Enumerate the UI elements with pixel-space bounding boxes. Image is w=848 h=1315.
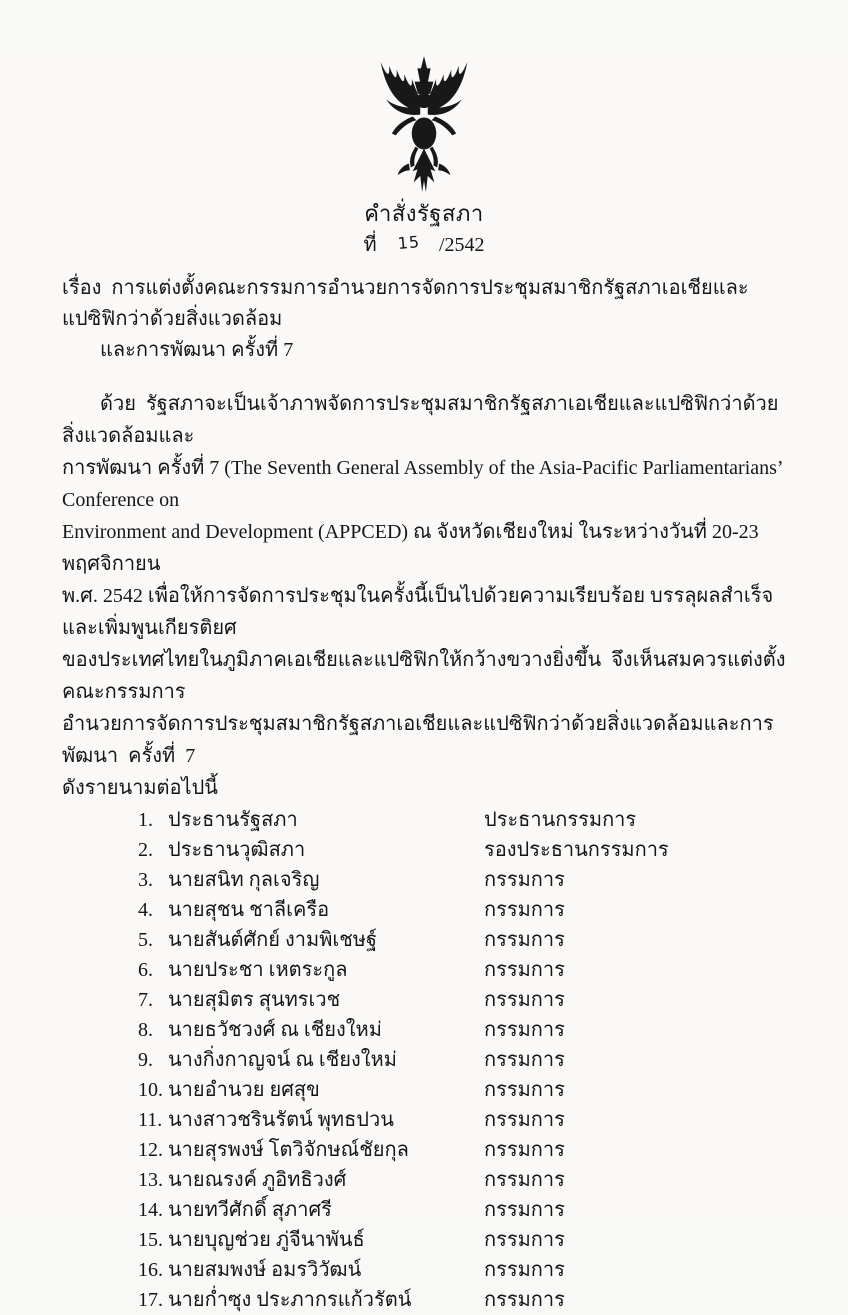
committee-number: 8. [138, 1019, 153, 1041]
committee-member-name: นายบุญช่วย ภู่จีนาพันธ์ [168, 1229, 365, 1251]
committee-member-role: กรรมการ [484, 989, 565, 1011]
committee-row [138, 865, 792, 895]
document-number-line [0, 230, 848, 261]
committee-member-role: กรรมการ [484, 1169, 565, 1191]
committee-row [138, 925, 792, 955]
committee-member-role: กรรมการ [484, 1259, 565, 1281]
subject-label: เรื่อง [62, 277, 102, 299]
committee-member-role: กรรมการ [484, 1199, 565, 1221]
committee-number: 7. [138, 989, 153, 1011]
committee-member-role: รองประธานกรรมการ [484, 839, 669, 861]
committee-member-role: กรรมการ [484, 1289, 565, 1311]
committee-member-role: กรรมการ [484, 959, 565, 981]
body-line: ของประเทศไทยในภูมิภาคเอเชียและแปซิฟิกให้กว้างขวางยิ่งขึ้น จึงเห็นสมควรแต่งตั้งคณะกรรมการ [62, 649, 786, 703]
body-line: อำนวยการจัดการประชุมสมาชิกรัฐสภาเอเชียและแปซิฟิกว่าด้วยสิ่งแวดล้อมและการพัฒนา ครั้งที่ 7 [62, 713, 774, 767]
committee-member-name: นายอำนวย ยศสุข [168, 1079, 320, 1101]
committee-row [138, 1135, 792, 1165]
committee-member-name: นายสุชน ชาลีเครือ [168, 899, 330, 921]
committee-number: 1. [138, 809, 153, 831]
committee-row [138, 805, 792, 835]
subject-block [62, 273, 792, 366]
committee-number: 12. [138, 1139, 163, 1161]
committee-member-name: ประธานรัฐสภา [168, 809, 298, 831]
committee-number: 10. [138, 1079, 163, 1101]
committee-row [138, 1165, 792, 1195]
committee-row [138, 985, 792, 1015]
body-line: การพัฒนา ครั้งที่ 7 (The Seventh General Assembly of the Asia-Pacific Parliamentarians’ Conference on [62, 457, 788, 511]
committee-member-role: กรรมการ [484, 929, 565, 951]
committee-number: 17. [138, 1289, 163, 1311]
number-prefix: ที่ [363, 234, 377, 256]
committee-member-role: ประธานกรรมการ [484, 809, 637, 831]
committee-number: 15. [138, 1229, 163, 1251]
document-title: คำสั่งรัฐสภา [364, 201, 484, 226]
committee-number: 2. [138, 839, 153, 861]
committee-member-name: นางกิ่งกาญจน์ ณ เชียงใหม่ [168, 1049, 397, 1071]
body-line: พ.ศ. 2542 เพื่อให้การจัดการประชุมในครั้งนี้เป็นไปด้วยความเรียบร้อย บรรลุผลสำเร็จ และเพิ่มพูนเกียรติยศ [62, 585, 779, 639]
committee-member-name: นายทวีศักดิ์ สุภาศรี [168, 1199, 332, 1221]
committee-member-role: กรรมการ [484, 1079, 565, 1101]
subject-line-1 [62, 273, 792, 335]
committee-row [138, 955, 792, 985]
number-handwritten: 15 [396, 232, 421, 253]
committee-number: 11. [138, 1109, 163, 1131]
committee-row [138, 895, 792, 925]
committee-row [138, 1105, 792, 1135]
committee-number: 3. [138, 869, 153, 891]
committee-member-name: นายสนิท กุลเจริญ [168, 869, 320, 891]
committee-member-name: นายณรงค์ ภูอิทธิวงศ์ [168, 1169, 347, 1191]
committee-number: 5. [138, 929, 153, 951]
garuda-emblem-icon [358, 54, 490, 196]
committee-row [138, 1015, 792, 1045]
committee-row [138, 1075, 792, 1105]
committee-row [138, 1045, 792, 1075]
body-line: ด้วย รัฐสภาจะเป็นเจ้าภาพจัดการประชุมสมาชิกรัฐสภาเอเชียและแปซิฟิกว่าด้วยสิ่งแวดล้อมและ [62, 393, 779, 447]
committee-row [138, 835, 792, 865]
document-page [0, 54, 848, 1311]
body-line: ดังรายนามต่อไปนี้ [62, 777, 218, 799]
committee-member-role: กรรมการ [484, 1229, 565, 1251]
committee-member-name: นายก่ำซุง ประภากรแก้วรัตน์ [168, 1289, 412, 1311]
committee-member-name: นายประชา เหตระกูล [168, 959, 348, 981]
committee-number: 9. [138, 1049, 153, 1071]
subject-line-2: และการพัฒนา ครั้งที่ 7 [100, 339, 294, 361]
committee-member-role: กรรมการ [484, 1049, 565, 1071]
committee-member-name: นายสุมิตร สุนทรเวช [168, 989, 341, 1011]
committee-number: 13. [138, 1169, 163, 1191]
committee-member-name: นางสาวชรินรัตน์ พุทธปวน [168, 1109, 394, 1131]
committee-number: 14. [138, 1199, 163, 1221]
body-paragraph [62, 388, 796, 804]
committee-member-name: นายธวัชวงศ์ ณ เชียงใหม่ [168, 1019, 382, 1041]
subject-text: การแต่งตั้งคณะกรรมการอำนวยการจัดการประชุมสมาชิกรัฐสภาเอเชียและแปซิฟิกว่าด้วยสิ่งแวดล้อม [62, 277, 749, 330]
committee-member-role: กรรมการ [484, 1139, 565, 1161]
committee-number: 4. [138, 899, 153, 921]
committee-row [138, 1255, 792, 1285]
committee-member-role: กรรมการ [484, 869, 565, 891]
committee-list [138, 805, 792, 1315]
committee-row [138, 1225, 792, 1255]
committee-member-role: กรรมการ [484, 1109, 565, 1131]
number-suffix: /2542 [438, 234, 485, 256]
committee-member-name: นายสุรพงษ์ โตวิจักษณ์ชัยกุล [168, 1139, 409, 1161]
committee-number: 6. [138, 959, 153, 981]
committee-member-name: นายสันต์ศักย์ งามพิเชษฐ์ [168, 929, 378, 951]
committee-number: 16. [138, 1259, 163, 1281]
committee-member-name: นายสมพงษ์ อมรวิวัฒน์ [168, 1259, 362, 1281]
committee-member-role: กรรมการ [484, 1019, 565, 1041]
committee-member-name: ประธานวุฒิสภา [168, 839, 306, 861]
committee-row [138, 1195, 792, 1225]
committee-member-role: กรรมการ [484, 899, 565, 921]
body-line: Environment and Development (APPCED) ณ จังหวัดเชียงใหม่ ในระหว่างวันที่ 20-23 พฤศจิกายน [62, 521, 764, 575]
committee-row [138, 1285, 792, 1315]
